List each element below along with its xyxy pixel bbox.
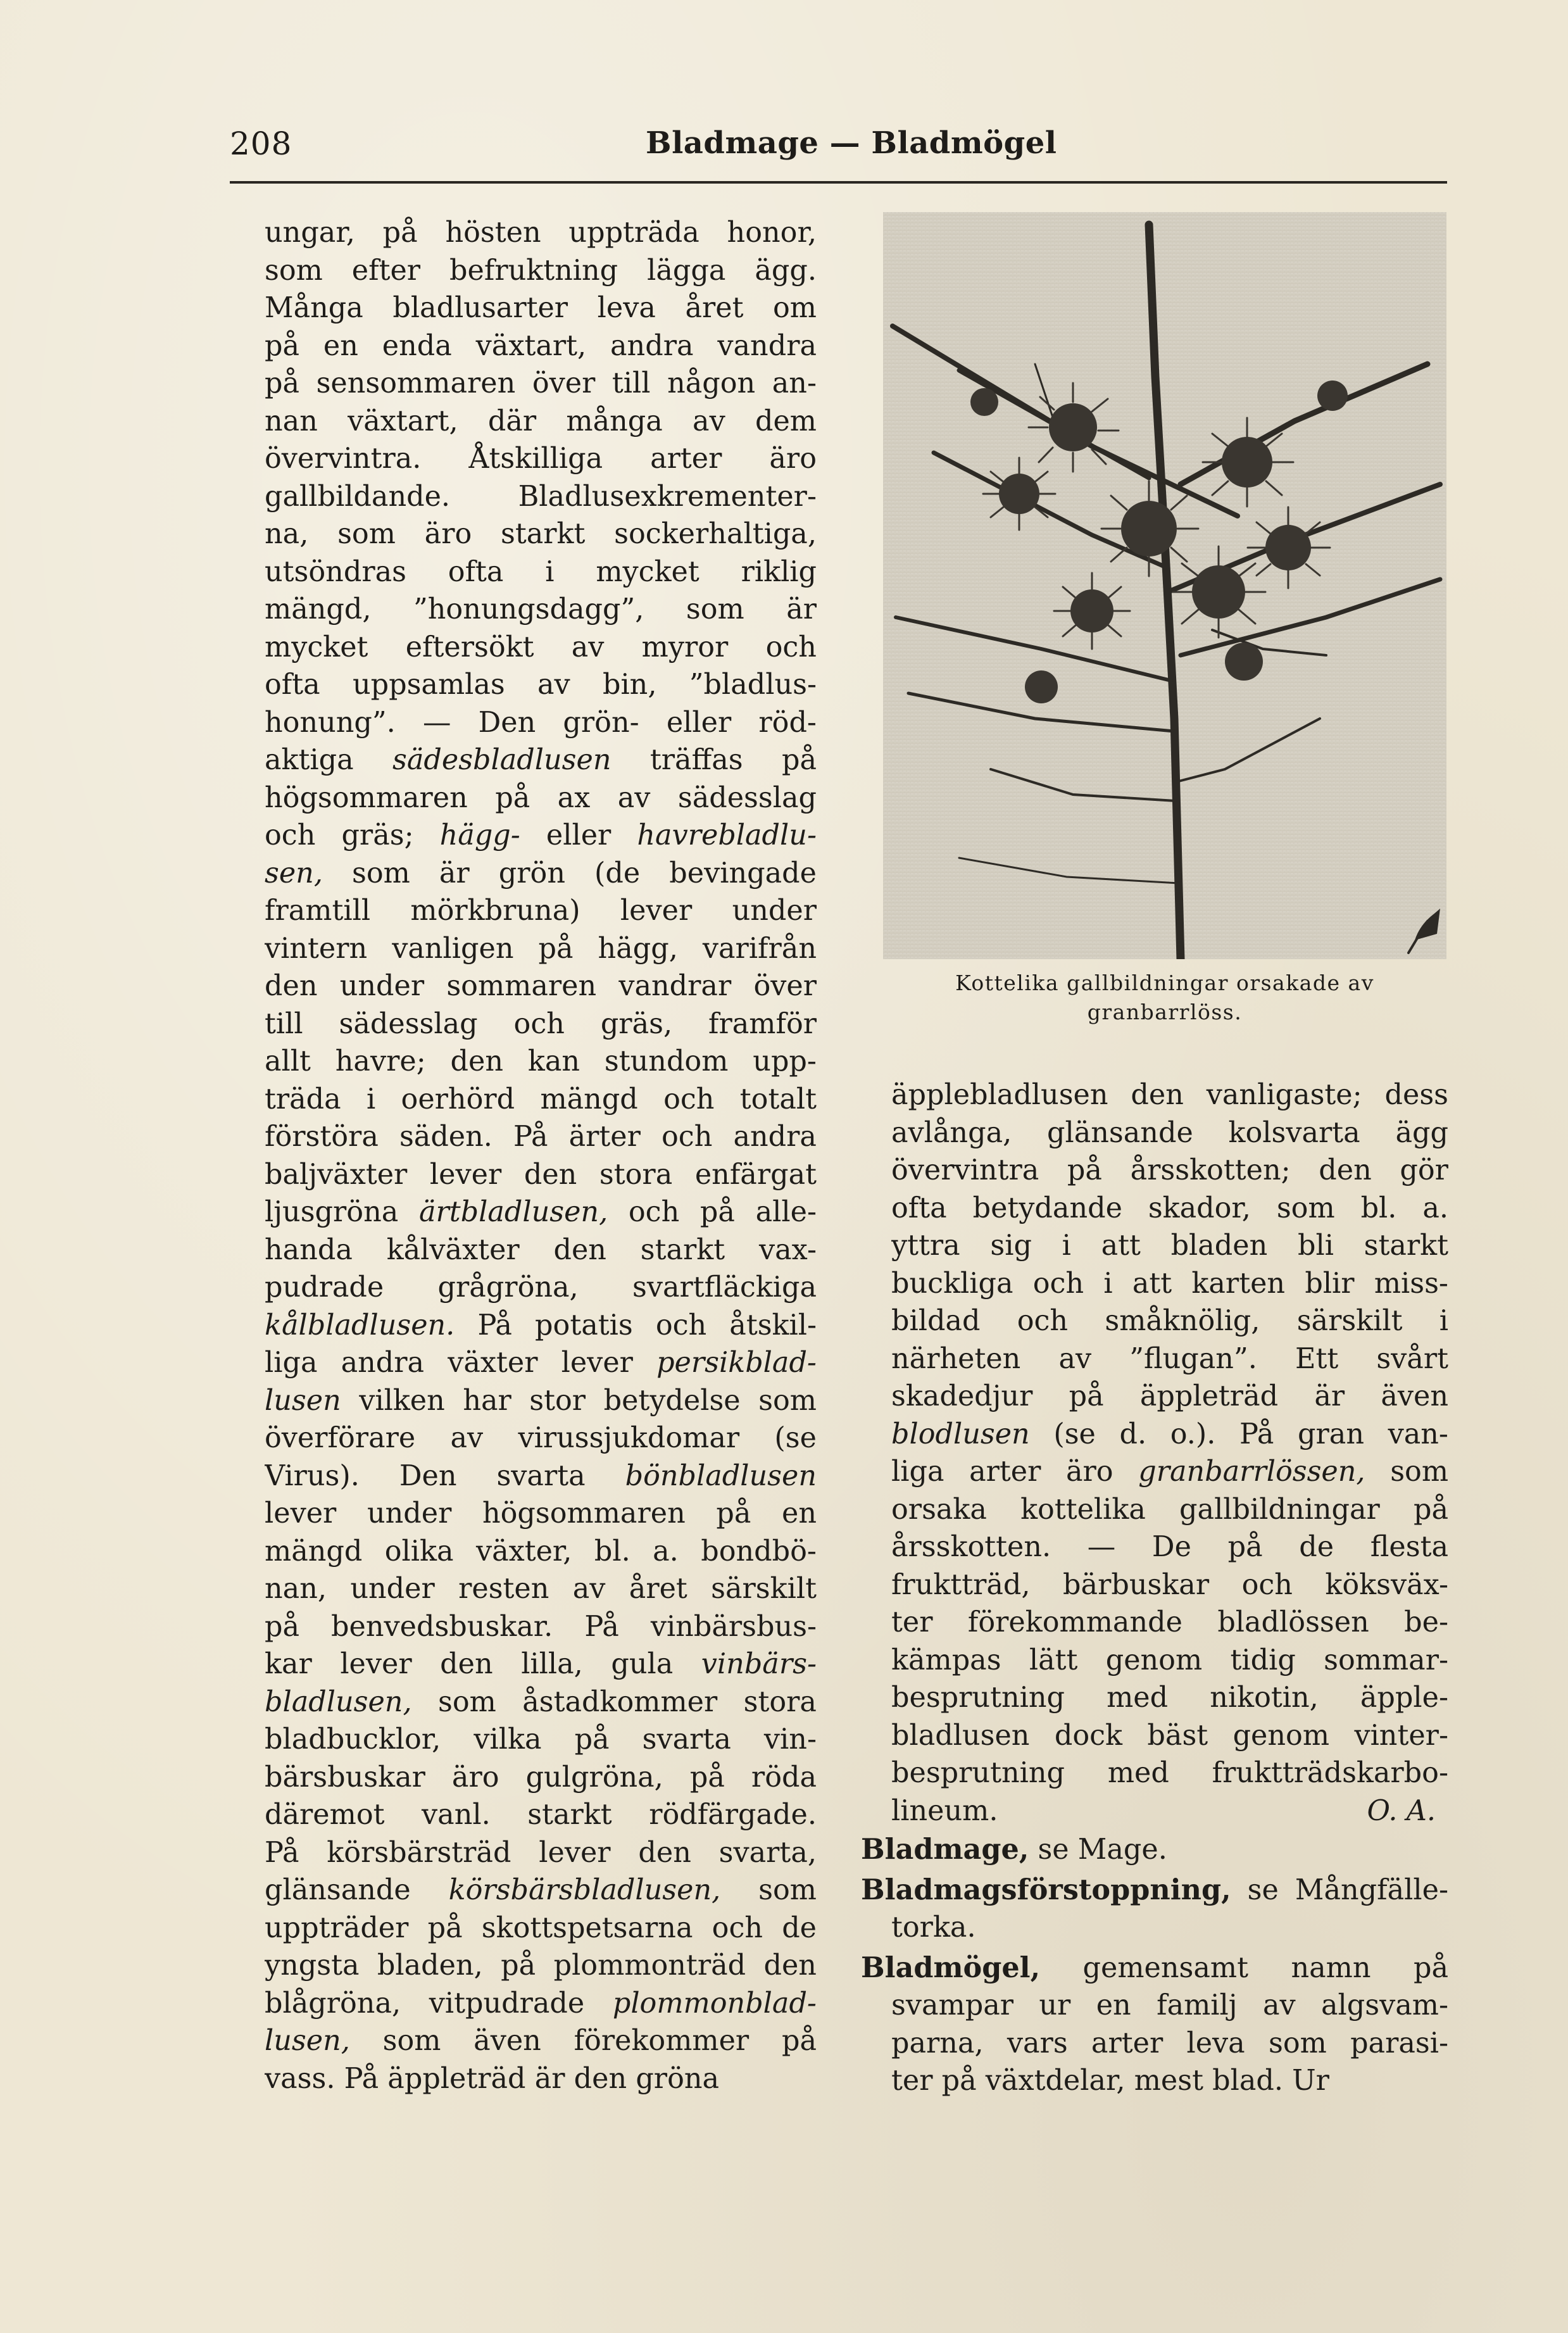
text-line: allt havre; den kan stundom upp- xyxy=(265,1045,817,1078)
text-line: ter förekommande bladlössen be- xyxy=(891,1606,1448,1638)
text-line: yttra sig i att bladen bli starkt xyxy=(891,1229,1448,1262)
entry-text: se Mage. xyxy=(1029,1833,1167,1866)
text-line: buckliga och i att karten blir miss- xyxy=(891,1267,1448,1300)
entry-continuation-line: torka. xyxy=(891,1911,976,1944)
text-line: på benvedsbuskar. På vinbärsbus- xyxy=(265,1610,817,1643)
text-line: övervintra. Åtskilliga arter äro xyxy=(265,443,817,475)
text-line: fruktträd, bärbuskar och köksväx- xyxy=(891,1568,1448,1601)
text-line: lusen, som även förekommer på xyxy=(265,2025,817,2057)
text-line: träda i oerhörd mängd och totalt xyxy=(265,1083,817,1116)
text-line: den under sommaren vandrar över xyxy=(265,970,817,1002)
text-line: övervintra på årsskotten; den gör xyxy=(891,1154,1448,1186)
text-line xyxy=(891,1792,1448,1830)
text-line: ofta uppsamlas av bin, ”bladlus- xyxy=(265,669,817,701)
text-line: besprutning med nikotin, äpple- xyxy=(891,1682,1448,1714)
text-line: gallbildande. Bladlusexkrementer- xyxy=(265,480,817,513)
text-line: årsskotten. — De på de flesta xyxy=(891,1531,1448,1563)
text-line: uppträder på skottspetsarna och de xyxy=(265,1911,817,1944)
text-line: liga arter äro granbarrlössen, som xyxy=(891,1456,1448,1488)
text-line: kar lever den lilla, gula vinbärs- xyxy=(265,1648,817,1680)
entry-text: se Mångfälle- xyxy=(1231,1873,1448,1906)
text-line: förstöra säden. På ärter och andra xyxy=(265,1121,817,1153)
text-line: sen, som är grön (de bevingade xyxy=(265,857,817,890)
text-line: på en enda växtart, andra vandra xyxy=(265,329,817,362)
page-number: 208 xyxy=(230,125,292,162)
text-line: lusen vilken har stor betydelse som xyxy=(265,1384,817,1417)
figure-caption-line1: Kottelika gallbildningar orsakade av xyxy=(955,971,1374,995)
entry-headword: Bladmage, xyxy=(861,1833,1029,1866)
text-line: och gräs; hägg- eller havrebladlu- xyxy=(265,819,817,852)
text-line: besprutning med fruktträdskarbo- xyxy=(891,1757,1448,1789)
figure-caption xyxy=(883,969,1446,1027)
text-line: På körsbärsträd lever den svarta, xyxy=(265,1836,817,1869)
text-line-end: lineum. xyxy=(891,1794,998,1827)
text-line: kålbladlusen. På potatis och åtskil- xyxy=(265,1309,817,1342)
text-line: nan, under resten av året särskilt xyxy=(265,1573,817,1605)
text-line: aktiga sädesbladlusen träffas på xyxy=(265,744,817,776)
entry-continuation-line: ter på växtdelar, mest blad. Ur xyxy=(891,2065,1329,2097)
entry-first-line xyxy=(861,1949,1448,1987)
text-line: na, som äro starkt sockerhaltiga, xyxy=(265,518,817,550)
right-column xyxy=(891,1076,1448,1830)
text-line: ljusgröna ärtbladlusen, och på alle- xyxy=(265,1196,817,1228)
text-line: bladlusen, som åstadkommer stora xyxy=(265,1685,817,1718)
text-line: bladlusen dock bäst genom vinter- xyxy=(891,1719,1448,1752)
text-line: närheten av ”flugan”. Ett svårt xyxy=(891,1342,1448,1375)
text-line: honung”. — Den grön- eller röd- xyxy=(265,706,817,739)
text-line: vintern vanligen på hägg, varifrån xyxy=(265,932,817,965)
text-line: bärsbuskar äro gulgröna, på röda xyxy=(265,1761,817,1794)
dictionary-entry xyxy=(861,1871,1448,1947)
text-line: glänsande körsbärsbladlusen, som xyxy=(265,1874,817,1906)
text-line: ungar, på hösten uppträda honor, xyxy=(265,217,817,249)
text-line: mängd olika växter, bl. a. bondbö- xyxy=(265,1535,817,1568)
text-line: nan växtart, där många av dem xyxy=(265,405,817,437)
text-line: blågröna, vitpudrade plommonblad- xyxy=(265,1987,817,2020)
entry-continuation-line: parna, vars arter leva som parasi- xyxy=(891,2027,1448,2059)
text-line: bladbucklor, vilka på svarta vin- xyxy=(265,1723,817,1756)
left-column xyxy=(265,214,817,2097)
text-line: blodlusen (se d. o.). På gran van- xyxy=(891,1418,1448,1450)
text-line: avlånga, glänsande kolsvarta ägg xyxy=(891,1116,1448,1149)
text-line: orsaka kottelika gallbildningar på xyxy=(891,1493,1448,1526)
text-line: däremot vanl. starkt rödfärgade. xyxy=(265,1799,817,1831)
entry-first-line xyxy=(861,1871,1448,1909)
text-line: mängd, ”honungsdagg”, som är xyxy=(265,593,817,626)
text-line: skadedjur på äppleträd är även xyxy=(891,1380,1448,1412)
text-line: Virus). Den svarta bönbladlusen xyxy=(265,1459,817,1492)
text-line: vass. På äppleträd är den gröna xyxy=(265,2062,720,2095)
text-line: till sädesslag och gräs, framför xyxy=(265,1007,817,1040)
dictionary-entries xyxy=(861,1831,1448,2103)
entry-text: gemensamt namn på xyxy=(1040,1951,1448,1984)
text-line: lever under högsommaren på en xyxy=(265,1497,817,1530)
dictionary-entry xyxy=(861,1949,1448,2100)
text-line: kämpas lätt genom tidig sommar- xyxy=(891,1644,1448,1676)
entry-first-line xyxy=(861,1831,1448,1869)
author-signature: O. A. xyxy=(1367,1794,1436,1827)
header-rule xyxy=(230,181,1447,184)
text-line: äpplebladlusen den vanligaste; dess xyxy=(891,1079,1448,1111)
text-line: bildad och småknölig, särskilt i xyxy=(891,1305,1448,1337)
entry-headword: Bladmögel, xyxy=(861,1951,1041,1984)
dictionary-entry xyxy=(861,1831,1448,1869)
entry-headword: Bladmagsförstoppning, xyxy=(861,1873,1231,1906)
text-line: liga andra växter lever persikblad- xyxy=(265,1347,817,1379)
text-line: Många bladlusarter leva året om xyxy=(265,292,817,324)
text-line: yngsta bladen, på plommonträd den xyxy=(265,1949,817,1982)
text-line: handa kålväxter den starkt vax- xyxy=(265,1233,817,1266)
text-line: baljväxter lever den stora enfärgat xyxy=(265,1158,817,1191)
text-line: mycket eftersökt av myror och xyxy=(265,631,817,663)
text-line: högsommaren på ax av sädesslag xyxy=(265,781,817,814)
text-line: som efter befruktning lägga ägg. xyxy=(265,254,817,287)
text-line: utsöndras ofta i mycket riklig xyxy=(265,555,817,588)
text-line: överförare av virussjukdomar (se xyxy=(265,1422,817,1454)
text-line: pudrade grågröna, svartfläckiga xyxy=(265,1271,817,1304)
text-line: ofta betydande skador, som bl. a. xyxy=(891,1192,1448,1224)
spruce-branch-photo xyxy=(883,212,1446,959)
text-line: framtill mörkbruna) lever under xyxy=(265,895,817,927)
text-line: på sensommaren över till någon an- xyxy=(265,367,817,399)
figure-photo xyxy=(883,212,1446,959)
running-head: Bladmage — Bladmögel xyxy=(646,125,1057,161)
entry-continuation-line: svampar ur en familj av algsvam- xyxy=(891,1989,1448,2022)
figure-caption-line2: granbarrlöss. xyxy=(1087,1000,1243,1024)
